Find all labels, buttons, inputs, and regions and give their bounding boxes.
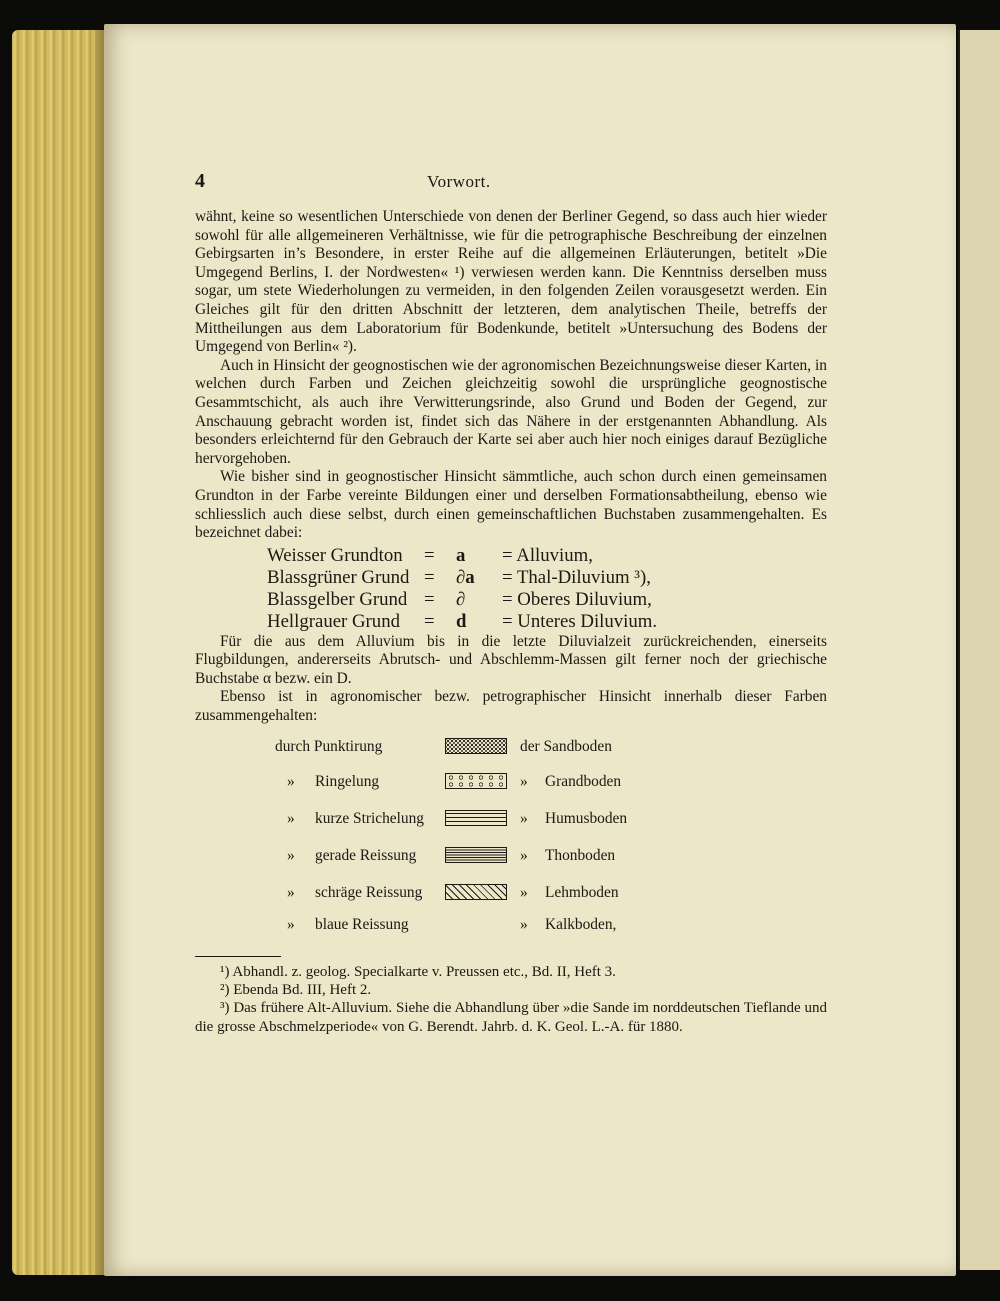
legend-result: Thonboden [545,846,616,864]
dash-pattern-icon [445,810,507,826]
ditto-mark: » [520,883,528,901]
ditto-mark: » [287,915,295,933]
equals-sign: = [424,566,435,588]
paragraph: Für die aus dem Alluvium bis in die letzte Diluvialzeit zurückreichenden, einerseits Flugbildungen, andererseits Abrutsch- und Abschlemm-Massen gilt ferner noch der griechische Buchstabe α bezw. ein D. [195,632,827,687]
page-body [195,208,827,1036]
equals-sign: = [424,544,435,566]
footnote-rule [195,956,281,957]
legend-label: kurze Strichelung [315,809,424,827]
equals-sign: = [424,610,435,632]
equation-formation: = Oberes Diluvium, [502,588,652,610]
footnote: ³) Das frühere Alt-Alluvium. Siehe die Abhandlung über »die Sande im norddeutschen Tieflande und die grosse Abschmelzperiode« von G. Berendt. Jahrb. d. K. Geol. L.-A. für 1880. [195,1000,827,1035]
legend-row [195,810,827,830]
legend-result: Grandboden [545,772,622,790]
dots-pattern-icon [445,738,507,754]
ditto-mark: » [287,809,295,827]
paragraph: Ebenso ist in agronomischer bezw. petrographischer Hinsicht innerhalb dieser Farben zusammengehalten: [195,688,827,725]
equation-color: Weisser Grundton [267,544,403,566]
ditto-mark: » [287,846,295,864]
legend-result: Humusboden [545,809,628,827]
facing-page-edge [958,30,1000,1270]
footnote: ¹) Abhandl. z. geolog. Specialkarte v. Preussen etc., Bd. II, Heft 3. [220,963,616,980]
equation-color: Blassgrüner Grund [267,566,410,588]
footnote: ²) Ebenda Bd. III, Heft 2. [220,982,372,999]
equation-symbol: d [456,610,467,632]
legend-label: schräge Reissung [315,883,423,901]
equation-formation: = Alluvium, [502,544,593,566]
equation-symbol: ∂ [456,588,466,610]
legend-result: Kalkboden, [545,915,617,933]
legend-result: der Sandboden [520,737,612,755]
legend-row [195,884,827,904]
legend-row [195,916,827,936]
diagonal-lines-pattern-icon [445,884,507,900]
equation-color: Hellgrauer Grund [267,610,400,632]
legend-row [195,738,827,758]
ditto-mark: » [287,883,295,901]
ditto-mark: » [520,915,528,933]
equation-formation: = Thal-Diluvium ³), [502,566,651,588]
equals-sign: = [424,588,435,610]
ditto-mark: » [520,809,528,827]
equation-color: Blassgelber Grund [267,588,408,610]
legend-result: Lehmboden [545,883,619,901]
paragraph: Auch in Hinsicht der geognostischen wie der agronomischen Bezeichnungsweise dieser Karten, in welchen durch Farben und Zeichen gleichzeitig sowohl die ursprüngliche geognostische Gesammtschicht, als auch ihre Verwitterungsrinde, also Grund und Boden der Gegend, zur Anschauung gebracht worden ist, findet sich das Nähere in der erstgenannten Abhandlung. Als besonders erleichternd für den Gebrauch der Karte sei aber auch hier noch einiges darauf Bezügliche hervorgehoben. [195,356,827,467]
legend-label: Ringelung [315,772,380,790]
equation-symbol: a [456,544,466,566]
footnotes [195,963,827,1037]
running-title: Vorwort. [427,172,491,191]
equation-row [267,589,827,611]
ditto-mark: » [520,846,528,864]
ditto-mark: » [520,772,528,790]
ditto-mark: » [287,772,295,790]
legend-label: gerade Reissung [315,846,417,864]
page-number: 4 [195,170,205,192]
equation-row [267,567,827,589]
equation-row [267,545,827,567]
rings-pattern-icon [445,773,507,789]
color-key-equations [267,545,827,633]
legend-row [195,773,827,793]
equation-symbol: ∂a [456,566,475,588]
soil-pattern-legend [195,737,827,933]
legend-row [195,847,827,867]
horizontal-lines-pattern-icon [445,847,507,863]
legend-label: durch Punktirung [275,737,383,755]
legend-label: blaue Reissung [315,915,409,933]
equation-row [267,611,827,633]
paragraph: wähnt, keine so wesentlichen Unterschiede von denen der Berliner Gegend, so dass auch hier wieder sowohl für alle allgemeineren Verhältnisse, wie für die petrographische Beschreibung der einzelnen Gebirgsarten in’s Besondere, in erster Reihe auf die allgemeinen Erläuterungen, betitelt »Die Umgegend Berlins, I. der Nordwesten« ¹) verwiesen werden kann. Die Kenntniss derselben muss sogar, um stete Wiederholungen zu vermeiden, in den folgenden Zeilen vorausgesetzt werden. Ein Gleiches gilt für den dritten Abschnitt der letzteren, dem analytischen Theile, betreffs der Mittheilungen aus dem Laboratorium für Bodenkunde, betitelt »Untersuchung des Bodens der Umgegend von Berlin« ²). [195,208,827,356]
paragraph: Wie bisher sind in geognostischer Hinsicht sämmtliche, auch schon durch einen gemeinsamen Grundton in der Farbe vereinte Bildungen einer und derselben Formationsabtheilung, ebenso wie schliesslich auch diese selbst, durch einen gemeinschaftlichen Buchstaben zusammengehalten. Es bezeichnet dabei: [195,468,827,542]
equation-formation: = Unteres Diluvium. [502,610,658,632]
book-page-edges [12,30,107,1275]
